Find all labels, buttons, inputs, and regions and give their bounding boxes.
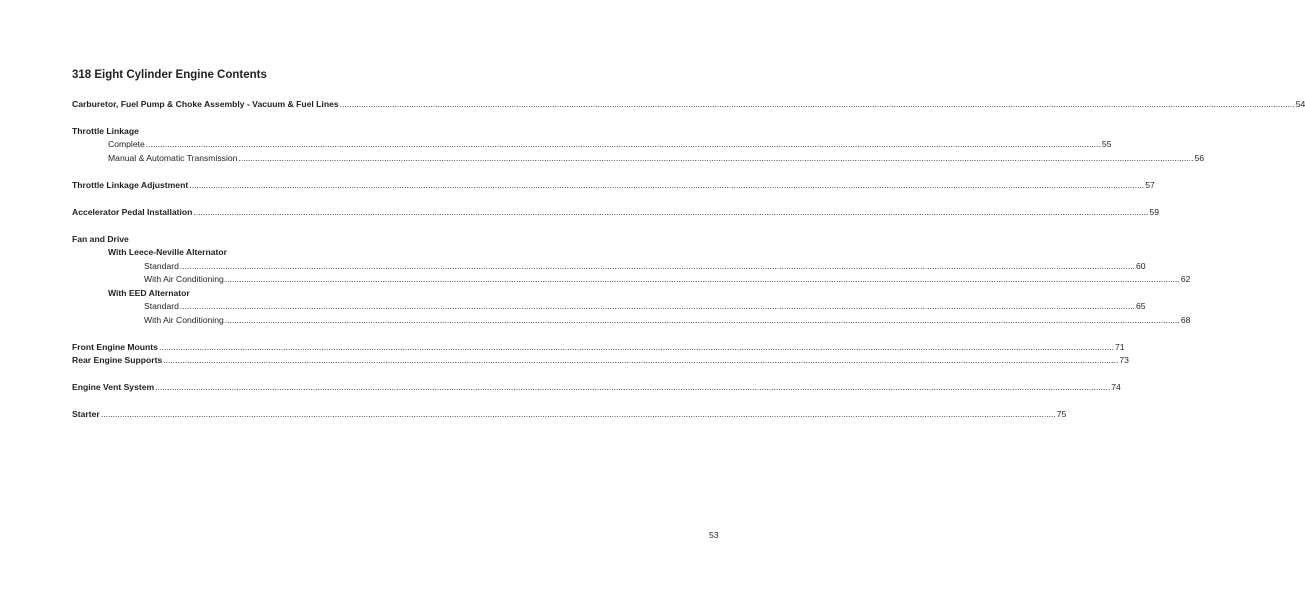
toc-entry-label: With Air Conditioning: [144, 274, 224, 284]
toc-heading-fan-drive: Fan and Drive: [72, 234, 129, 244]
page-title: 318 Eight Cylinder Engine Contents: [72, 69, 267, 81]
toc-entry-leece-standard[interactable]: [0, 260, 1146, 272]
leader-dots: ................................................................................................................................................................................................................................................................................................................................................................................................................: [145, 139, 1101, 149]
toc-entry-throttle-adjustment[interactable]: [0, 179, 1155, 191]
toc-entry-page: 60: [1135, 261, 1146, 271]
toc-entry-accelerator[interactable]: [0, 206, 1159, 218]
toc-entry-page: 55: [1101, 139, 1112, 149]
leader-dots: ................................................................................................................................................................................................................................................................................................................................................................................................................: [100, 409, 1056, 419]
toc-entry-eed-standard[interactable]: [0, 300, 1146, 312]
toc-entry-vent[interactable]: [0, 381, 1121, 393]
toc-entry-throttle-manual-auto[interactable]: [0, 152, 1205, 164]
toc-entry-label: Carburetor, Fuel Pump & Choke Assembly - Vacuum & Fuel Lines: [72, 99, 339, 109]
leader-dots: ................................................................................................................................................................................................................................................................................................................................................................................................................: [339, 99, 1295, 109]
toc-entry-page: 74: [1111, 382, 1121, 392]
toc-entry-throttle-complete[interactable]: [0, 138, 1112, 150]
toc-entry-page: 75: [1056, 409, 1067, 419]
toc-entry-label: Engine Vent System: [72, 382, 155, 392]
leader-dots: ................................................................................................................................................................................................................................................................................................................................................................................................................: [224, 274, 1180, 284]
toc-entry-page: 59: [1149, 207, 1159, 217]
toc-entry-leece-ac[interactable]: [0, 273, 1191, 285]
toc-heading-eed: With EED Alternator: [108, 288, 190, 298]
toc-entry-page: 54: [1295, 99, 1305, 109]
leader-dots: ................................................................................................................................................................................................................................................................................................................................................................................................................: [193, 207, 1149, 217]
toc-entry-label: With Air Conditioning: [144, 315, 224, 325]
toc-entry-label: Front Engine Mounts: [72, 342, 158, 352]
toc-entry-page: 73: [1119, 355, 1129, 365]
toc-entry-page: 71: [1115, 342, 1125, 352]
leader-dots: ................................................................................................................................................................................................................................................................................................................................................................................................................: [189, 180, 1145, 190]
toc-entry-page: 65: [1135, 301, 1146, 311]
toc-heading-leece-neville: With Leece-Neville Alternator: [108, 247, 227, 257]
toc-entry-label: Standard: [144, 301, 179, 311]
leader-dots: ................................................................................................................................................................................................................................................................................................................................................................................................................: [155, 382, 1111, 392]
page-number: 53: [709, 530, 719, 540]
toc-entry-page: 57: [1145, 180, 1155, 190]
toc-entry-label: Standard: [144, 261, 179, 271]
toc-entry-label: Complete: [108, 139, 145, 149]
toc-entry-page: 62: [1180, 274, 1191, 284]
toc-entry-front-mounts[interactable]: [0, 341, 1125, 353]
toc-heading-throttle-linkage: Throttle Linkage: [72, 126, 139, 136]
leader-dots: ................................................................................................................................................................................................................................................................................................................................................................................................................: [179, 301, 1135, 311]
toc-entry-label: Accelerator Pedal Installation: [72, 207, 193, 217]
toc-entry-label: Rear Engine Supports: [72, 355, 163, 365]
leader-dots: ................................................................................................................................................................................................................................................................................................................................................................................................................: [179, 261, 1135, 271]
toc-entry-carburetor[interactable]: [0, 98, 1305, 110]
toc-entry-page: 68: [1180, 315, 1191, 325]
toc-entry-rear-supports[interactable]: [0, 354, 1129, 366]
toc-entry-label: Manual & Automatic Transmission: [108, 153, 238, 163]
leader-dots: ................................................................................................................................................................................................................................................................................................................................................................................................................: [158, 342, 1114, 352]
toc-entry-label: Starter: [72, 409, 100, 419]
toc-entry-starter[interactable]: [0, 408, 1067, 420]
leader-dots: ................................................................................................................................................................................................................................................................................................................................................................................................................: [238, 153, 1194, 163]
leader-dots: ................................................................................................................................................................................................................................................................................................................................................................................................................: [224, 315, 1180, 325]
toc-entry-page: 56: [1194, 153, 1205, 163]
toc-entry-label: Throttle Linkage Adjustment: [72, 180, 189, 190]
leader-dots: ................................................................................................................................................................................................................................................................................................................................................................................................................: [163, 355, 1119, 365]
toc-entry-eed-ac[interactable]: [0, 314, 1191, 326]
